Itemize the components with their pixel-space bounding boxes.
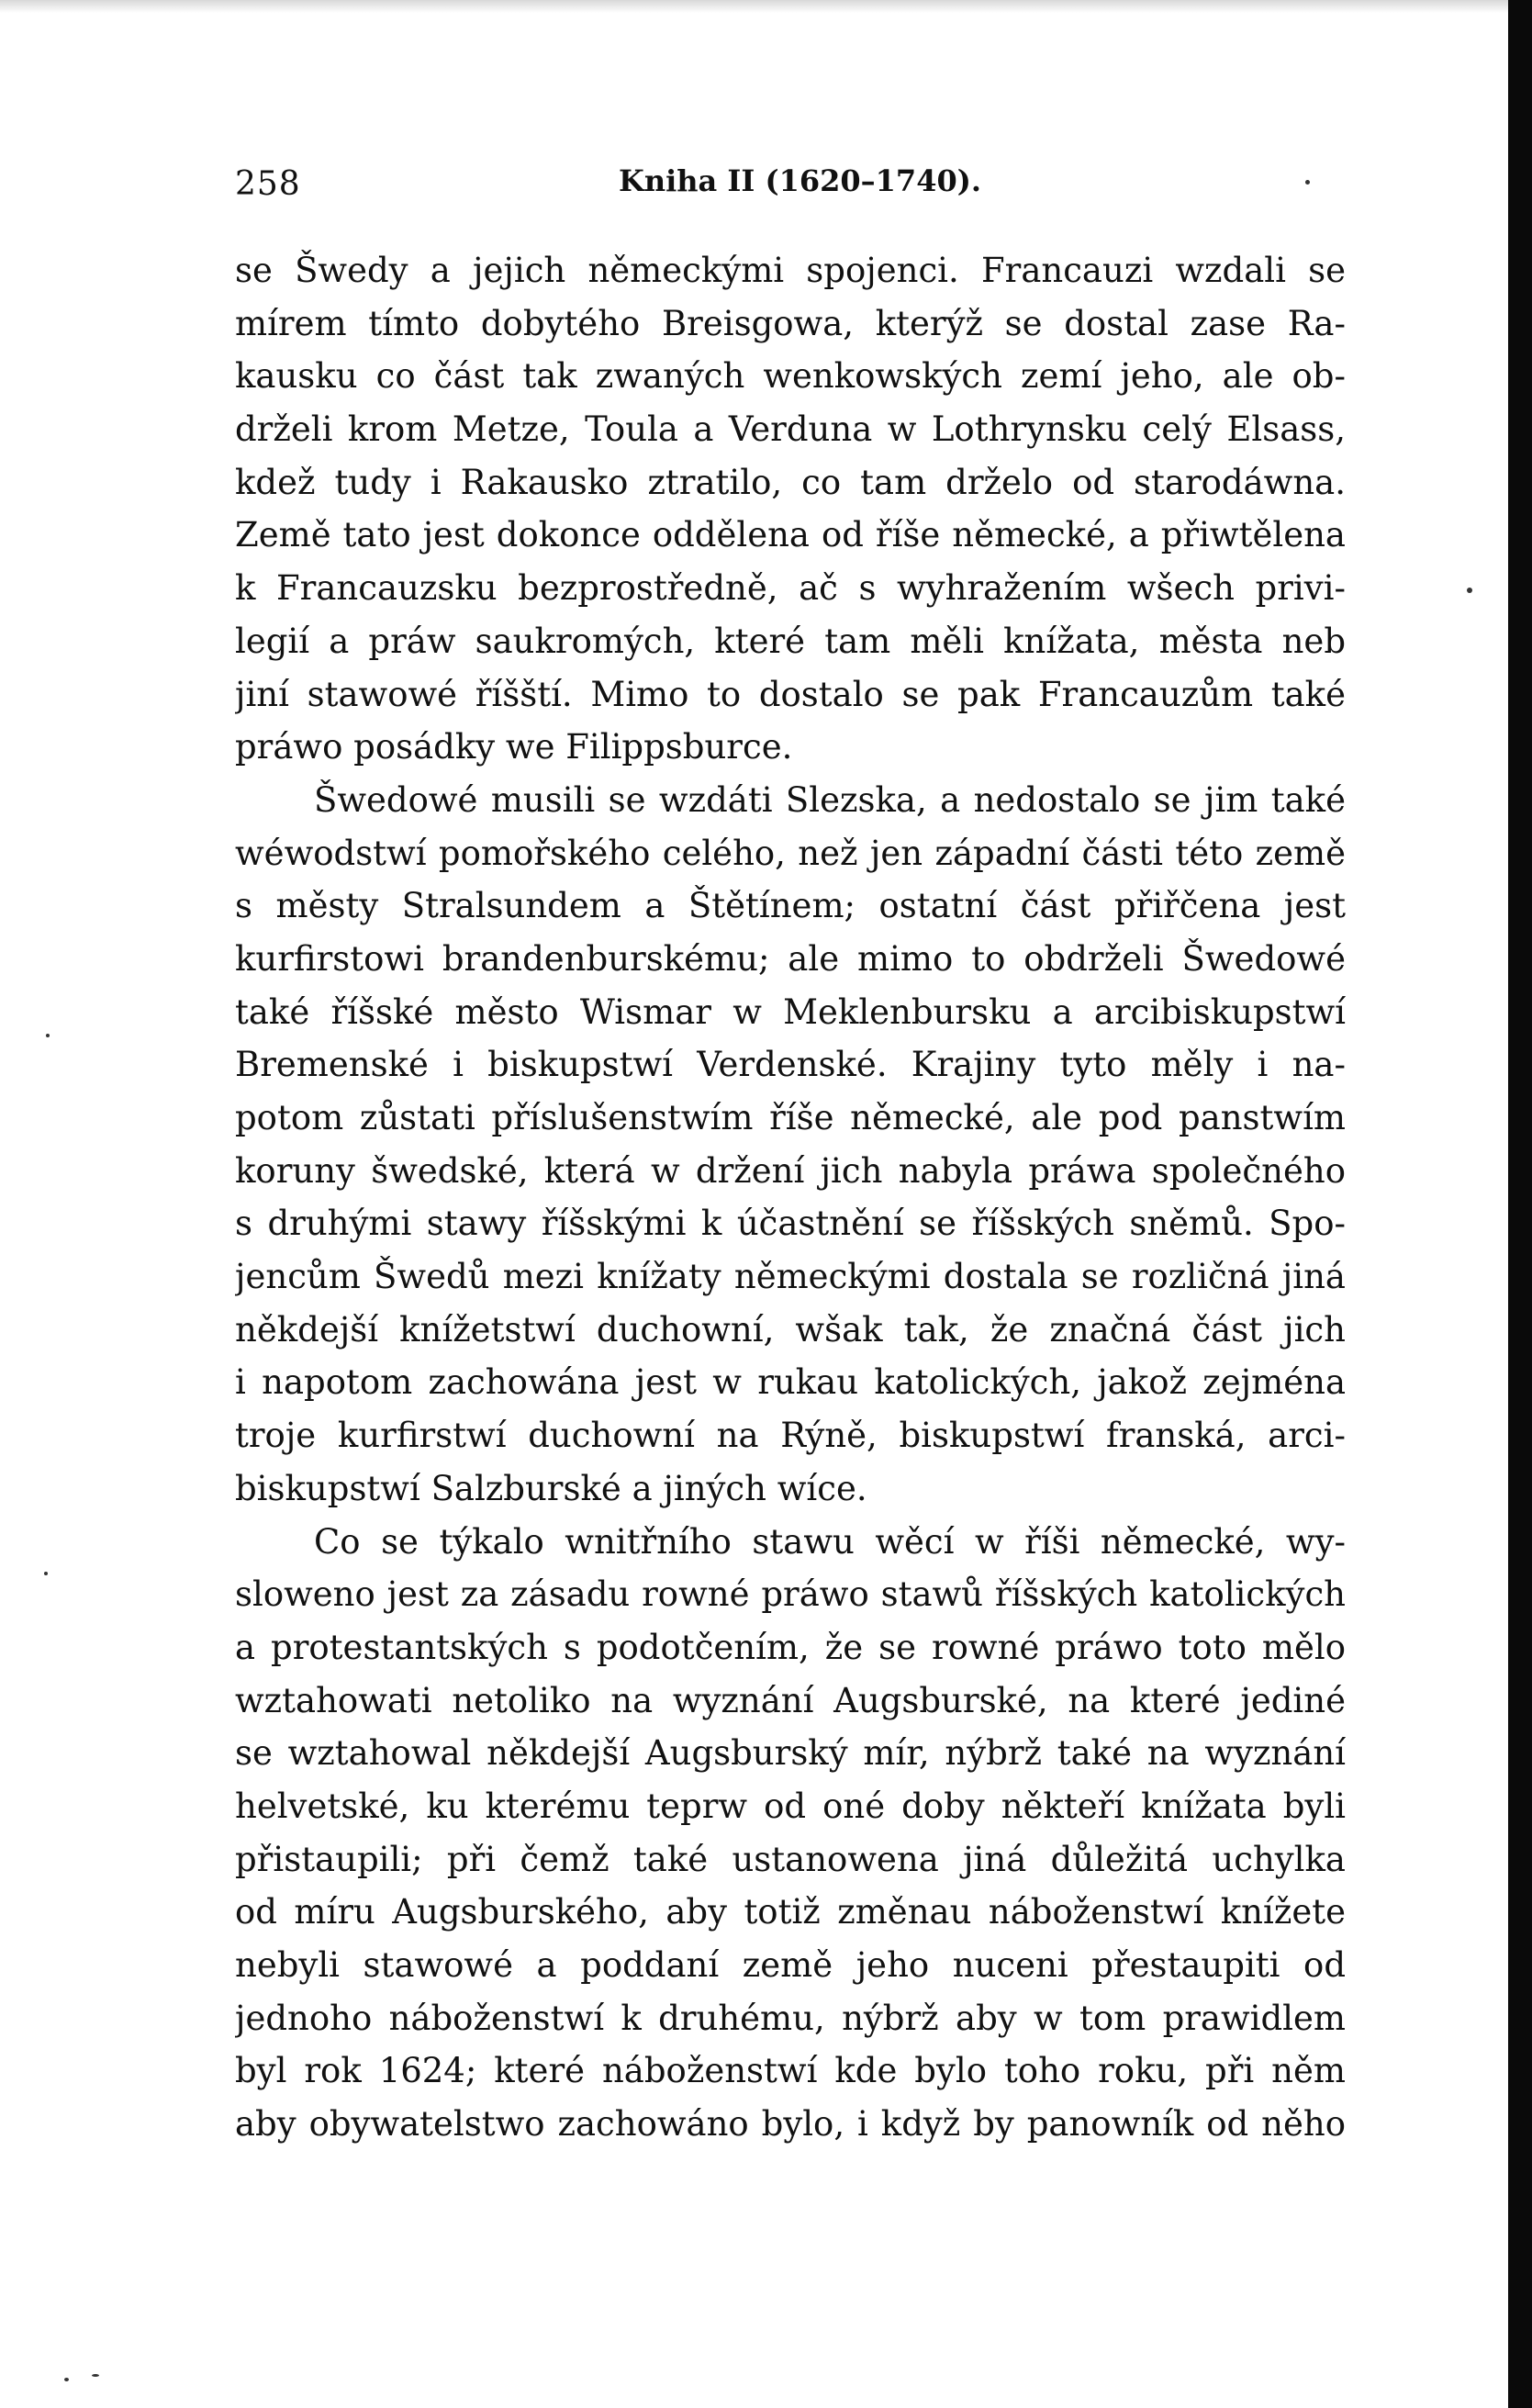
scan-speck bbox=[64, 2378, 69, 2381]
scan-speck bbox=[44, 1572, 48, 1575]
text-line: biskupstwí Salzburské a jiných wíce. bbox=[235, 1468, 867, 1508]
page-top-shadow bbox=[0, 0, 1532, 13]
text-body bbox=[235, 244, 1346, 2151]
text-line: slоweno jest za zásadu rowné práwo stawů říšských katolických bbox=[235, 1574, 1346, 1615]
text-line: byl rok 1624; které náboženstwí kde bylo toho roku, při něm bbox=[235, 2051, 1346, 2091]
page-right-edge bbox=[1508, 0, 1532, 2408]
running-head: Kniha II (1620–1740). bbox=[619, 163, 981, 198]
text-line: nebyli stawowé a poddaní země jeho nuceni přestaupiti od bbox=[235, 1945, 1346, 1985]
text-line: wéwodstwí pomořského celého, než jen západní části této země bbox=[235, 833, 1346, 873]
page-number: 258 bbox=[235, 165, 301, 203]
text-line: jednoho náboženstwí k druhému, nýbrž aby w tom prawidlem bbox=[235, 1998, 1346, 2038]
text-line: jencům Šwedů mezi knížaty německými dostala se rozličná jiná bbox=[235, 1257, 1346, 1297]
text-line: helvetské, ku kterému teprw od oné doby někteří knížata byli bbox=[235, 1786, 1346, 1826]
text-line: troje kurfirstwí duchowní na Rýně, biskupstwí franská, arci- bbox=[235, 1416, 1346, 1456]
scan-speck bbox=[1467, 588, 1472, 593]
text-line: aby obywatelstwo zachowáno bylo, i když by panowník od něho bbox=[235, 2104, 1346, 2145]
text-line: Bremenské i biskupstwí Verdenské. Krajiny tyto měly i na- bbox=[235, 1045, 1346, 1085]
text-line: Šwedowé musili se wzdáti Slezska, a nedostalo se jim také bbox=[314, 779, 1346, 820]
text-line: a protestantských s podotčením, že se rowné práwo toto mělo bbox=[235, 1627, 1346, 1667]
paragraph-2 bbox=[235, 774, 1346, 1516]
text-line: jiní stawowé říšští. Mimo to dostalo se pak Francauzům také bbox=[235, 674, 1346, 714]
text-line: se wztahowal někdejší Augsburský mír, nýbrž také na wyznání bbox=[235, 1733, 1346, 1774]
text-line: potom zůstati příslušenstwím říše německé, ale pod panstwím bbox=[235, 1098, 1346, 1137]
scan-speck bbox=[46, 1034, 50, 1037]
text-line: legií a práw saukromých, které tam měli knížata, města neb bbox=[235, 621, 1346, 661]
scan-speck bbox=[1305, 180, 1310, 185]
text-line: Co se týkalo wnitřního stawu wěcí w říši německé, wy- bbox=[314, 1521, 1346, 1562]
text-line: kdež tudy i Rakausko ztratilo, co tam drželo od starodáwna. bbox=[235, 462, 1346, 502]
text-line: s městy Stralsundem a Štětínem; ostatní část přiřčena jest bbox=[235, 886, 1346, 926]
text-line: Země tato jest dokonce oddělena od říše německé, a přiwtělena bbox=[235, 515, 1346, 555]
text-line: také říšské město Wismar w Meklenbursku a arcibiskupstwí bbox=[235, 991, 1346, 1032]
text-line: někdejší knížetstwí duchowní, wšak tak, že značná část jich bbox=[235, 1309, 1346, 1350]
text-line: přistaupili; při čemž také ustanowena jiná důležitá uchylka bbox=[235, 1839, 1346, 1879]
text-line: wztahowati netoliko na wyznání Augsburské, na které jediné bbox=[235, 1680, 1346, 1720]
paragraph-3 bbox=[235, 1516, 1346, 2151]
text-line: kausku co část tak zwaných wenkowských zemí jeho, ale ob- bbox=[235, 356, 1346, 397]
text-line: s druhými stawy říšskými k účastnění se říšských sněmů. Spo- bbox=[235, 1204, 1346, 1244]
text-line: i napotom zachowána jest w rukau katolických, jakož zejména bbox=[235, 1362, 1346, 1403]
page-header bbox=[235, 158, 1346, 213]
text-line: od míru Augsburského, aby totiž změnau náboženstwí knížete bbox=[235, 1892, 1346, 1932]
scan-speck bbox=[92, 2374, 99, 2377]
text-line: k Francauzsku bezprostředně, ač s wyhražením wšech privi- bbox=[235, 568, 1346, 609]
text-line: kurfirstowi brandenburskému; ale mimo to obdrželi Šwedowé bbox=[235, 938, 1346, 979]
text-line: koruny šwedské, která w držení jich nabyla práwa společného bbox=[235, 1150, 1346, 1191]
paragraph-1 bbox=[235, 244, 1346, 774]
text-line: se Šwedy a jejich německými spojenci. Francauzi wzdali se bbox=[235, 251, 1346, 290]
text-line: drželi krom Metze, Toula a Verduna w Lothrynsku celý Elsass, bbox=[235, 409, 1346, 450]
text-line: práwo posádky we Filippsburce. bbox=[235, 727, 793, 767]
text-line: mírem tímto dobytého Breisgowa, kterýž se dostal zase Ra- bbox=[235, 303, 1346, 343]
